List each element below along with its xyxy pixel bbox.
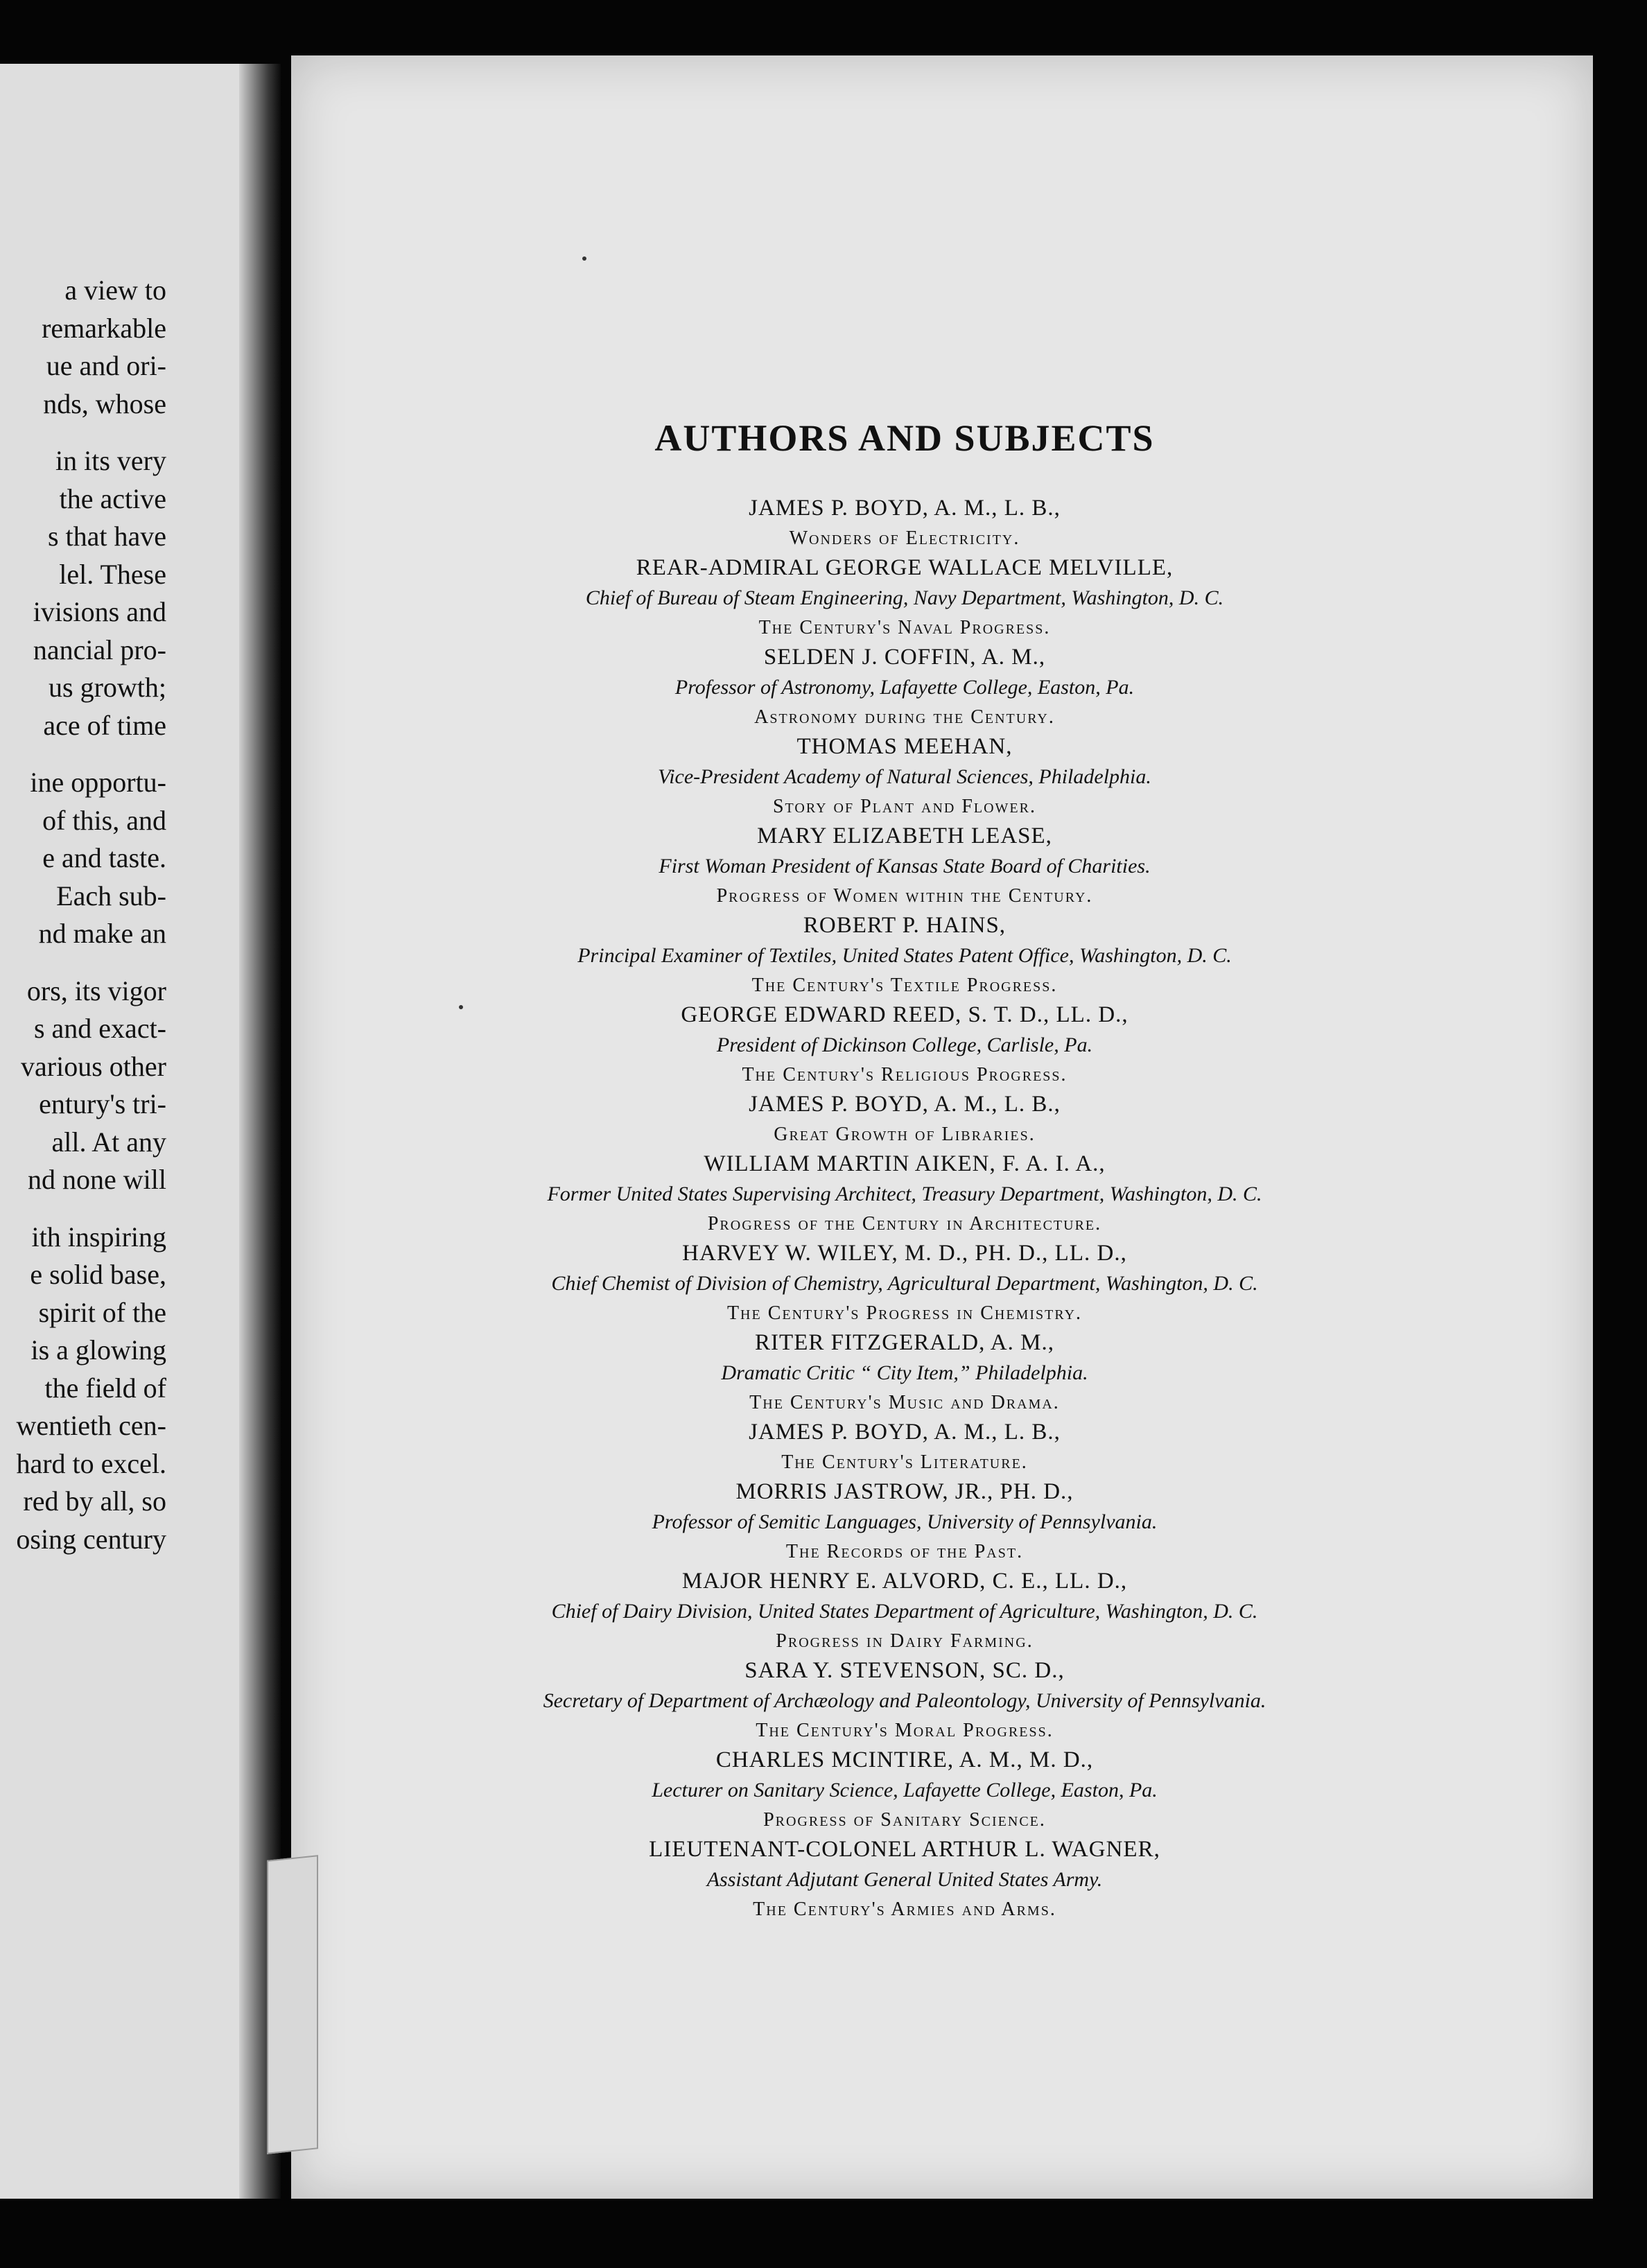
author-entry <box>291 1149 1518 1239</box>
author-entry <box>291 1745 1518 1835</box>
left-page-line: ivisions and <box>33 596 166 627</box>
left-page-line: a view to <box>64 274 166 306</box>
paragraph-gap <box>0 953 166 972</box>
author-name: REAR-ADMIRAL GEORGE WALLACE MELVILLE, <box>636 555 1174 580</box>
paragraph-gap <box>0 744 166 764</box>
author-entry <box>291 1328 1518 1418</box>
print-speck <box>582 256 586 261</box>
left-page-line: e and taste. <box>42 842 166 873</box>
author-entry <box>291 1477 1518 1567</box>
author-position: Chief of Dairy Division, United States Department of Agriculture, Washington, D. C. <box>551 1600 1258 1623</box>
left-page-line: in its very <box>55 445 166 476</box>
author-entry <box>291 1090 1518 1149</box>
left-page-line: ue and ori- <box>46 350 166 381</box>
left-page-line: ith inspiring <box>31 1221 166 1253</box>
author-name: SELDEN J. COFFIN, A. M., <box>763 645 1046 670</box>
left-page-line: nd none will <box>28 1164 166 1195</box>
author-position: Vice-President Academy of Natural Sciences, Philadelphia. <box>658 765 1151 788</box>
left-page-line: of this, and <box>42 804 166 836</box>
subject-title: The Century's Music and Drama. <box>749 1392 1060 1413</box>
author-entry <box>291 1656 1518 1745</box>
subject-title: The Records of the Past. <box>785 1541 1024 1562</box>
subject-title: Progress of Sanitary Science. <box>763 1809 1046 1831</box>
entries-container <box>291 494 1518 1924</box>
author-position: Assistant Adjutant General United States Army. <box>706 1868 1103 1891</box>
left-page <box>0 64 255 2199</box>
author-entry <box>291 643 1518 732</box>
left-page-line: all. At any <box>51 1126 166 1158</box>
subject-title: Progress of Women within the Century. <box>716 885 1093 907</box>
left-page-line: nd make an <box>38 918 166 949</box>
left-page-line: e solid base, <box>30 1259 166 1290</box>
left-page-line: the active <box>59 482 166 514</box>
left-page-line: is a glowing <box>31 1334 166 1366</box>
left-page-line: nancial pro- <box>33 634 166 665</box>
left-page-line: red by all, so <box>23 1485 166 1517</box>
subject-title: The Century's Progress in Chemistry. <box>726 1302 1083 1324</box>
author-position: Principal Examiner of Textiles, United States Patent Office, Washington, D. C. <box>577 944 1232 967</box>
subject-title: The Century's Textile Progress. <box>751 975 1058 996</box>
author-entry <box>291 732 1518 821</box>
paragraph-gap <box>0 1199 166 1219</box>
subject-title: The Century's Naval Progress. <box>758 617 1051 638</box>
left-page-line: the field of <box>44 1372 166 1404</box>
left-page-line: osing century <box>16 1523 166 1555</box>
author-name: MORRIS JASTROW, JR., PH. D., <box>735 1479 1074 1504</box>
author-position: President of Dickinson College, Carlisle, Pa. <box>716 1033 1093 1056</box>
left-page-line: nds, whose <box>43 387 166 419</box>
left-page-line: s and exact- <box>33 1013 166 1044</box>
paragraph-gap <box>0 423 166 442</box>
author-position: Chief of Bureau of Steam Engineering, Navy Department, Washington, D. C. <box>585 586 1224 609</box>
author-position: Professor of Astronomy, Lafayette College, Easton, Pa. <box>674 676 1135 699</box>
folded-page-tab <box>267 1855 318 2154</box>
author-entry <box>291 911 1518 1000</box>
left-page-line: us growth; <box>49 672 166 703</box>
page-title: AUTHORS AND SUBJECTS <box>654 417 1155 459</box>
left-page-line: ace of time <box>43 709 166 741</box>
author-position: Chief Chemist of Division of Chemistry, Agricultural Department, Washington, D. C. <box>551 1272 1258 1295</box>
author-name: LIEUTENANT-COLONEL ARTHUR L. WAGNER, <box>649 1837 1160 1862</box>
author-entry <box>291 821 1518 911</box>
left-page-line: various other <box>21 1050 166 1082</box>
authors-list <box>291 417 1518 1924</box>
subject-title: Progress of the Century in Architecture. <box>707 1213 1102 1235</box>
author-name: ROBERT P. HAINS, <box>803 913 1007 938</box>
author-name: HARVEY W. WILEY, M. D., PH. D., LL. D., <box>682 1241 1127 1266</box>
author-position: Professor of Semitic Languages, University of Pennsylvania. <box>652 1510 1158 1533</box>
subject-title: Progress in Dairy Farming. <box>776 1630 1034 1652</box>
author-entry <box>291 1567 1518 1656</box>
author-name: RITER FITZGERALD, A. M., <box>755 1330 1054 1355</box>
author-entry <box>291 1835 1518 1924</box>
left-page-text <box>0 272 166 1558</box>
left-page-line: ors, its vigor <box>26 975 166 1006</box>
author-entry <box>291 1000 1518 1090</box>
subject-title: The Century's Religious Progress. <box>742 1064 1068 1085</box>
author-position: Former United States Supervising Architect, Treasury Department, Washington, D. C. <box>547 1183 1262 1205</box>
subject-title: The Century's Moral Progress. <box>756 1720 1054 1741</box>
author-name: SARA Y. STEVENSON, SC. D., <box>744 1658 1065 1683</box>
author-position: Lecturer on Sanitary Science, Lafayette College, Easton, Pa. <box>652 1779 1158 1802</box>
left-page-line: Each sub- <box>56 880 166 911</box>
left-page-line: ine opportu- <box>30 767 166 798</box>
author-name: MAJOR HENRY E. ALVORD, C. E., LL. D., <box>681 1569 1128 1594</box>
left-page-line: wentieth cen- <box>16 1410 166 1441</box>
author-entry <box>291 553 1518 643</box>
left-page-line: lel. These <box>59 558 166 590</box>
author-name: THOMAS MEEHAN, <box>796 734 1013 759</box>
subject-title: Great Growth of Libraries. <box>774 1124 1036 1145</box>
author-entry <box>291 1418 1518 1477</box>
author-name: CHARLES MCINTIRE, A. M., M. D., <box>715 1747 1094 1772</box>
author-entry <box>291 1239 1518 1328</box>
left-page-line: remarkable <box>42 312 166 344</box>
author-name: JAMES P. BOYD, A. M., L. B., <box>749 1092 1061 1117</box>
author-position: Secretary of Department of Archæology and Paleontology, University of Pennsylvania. <box>543 1689 1266 1712</box>
subject-title: The Century's Armies and Arms. <box>753 1899 1056 1920</box>
left-page-line: s that have <box>47 521 166 552</box>
subject-title: Story of Plant and Flower. <box>772 796 1036 817</box>
subject-title: The Century's Literature. <box>781 1451 1028 1473</box>
left-page-line: entury's tri- <box>39 1088 166 1119</box>
left-page-line: hard to excel. <box>16 1447 166 1479</box>
subject-title: Wonders of Electricity. <box>789 527 1020 549</box>
author-position: Dramatic Critic “ City Item,” Philadelphia. <box>721 1361 1088 1384</box>
author-name: WILLIAM MARTIN AIKEN, F. A. I. A., <box>704 1151 1106 1176</box>
author-position: First Woman President of Kansas State Board of Charities. <box>659 855 1151 878</box>
author-name: MARY ELIZABETH LEASE, <box>757 823 1052 848</box>
author-name: JAMES P. BOYD, A. M., L. B., <box>749 1420 1061 1445</box>
author-name: JAMES P. BOYD, A. M., L. B., <box>749 496 1061 521</box>
right-page <box>291 55 1593 2199</box>
left-page-line: spirit of the <box>38 1296 166 1328</box>
subject-title: Astronomy during the Century. <box>754 706 1055 728</box>
author-name: GEORGE EDWARD REED, S. T. D., LL. D., <box>681 1002 1128 1027</box>
author-entry <box>291 494 1518 553</box>
